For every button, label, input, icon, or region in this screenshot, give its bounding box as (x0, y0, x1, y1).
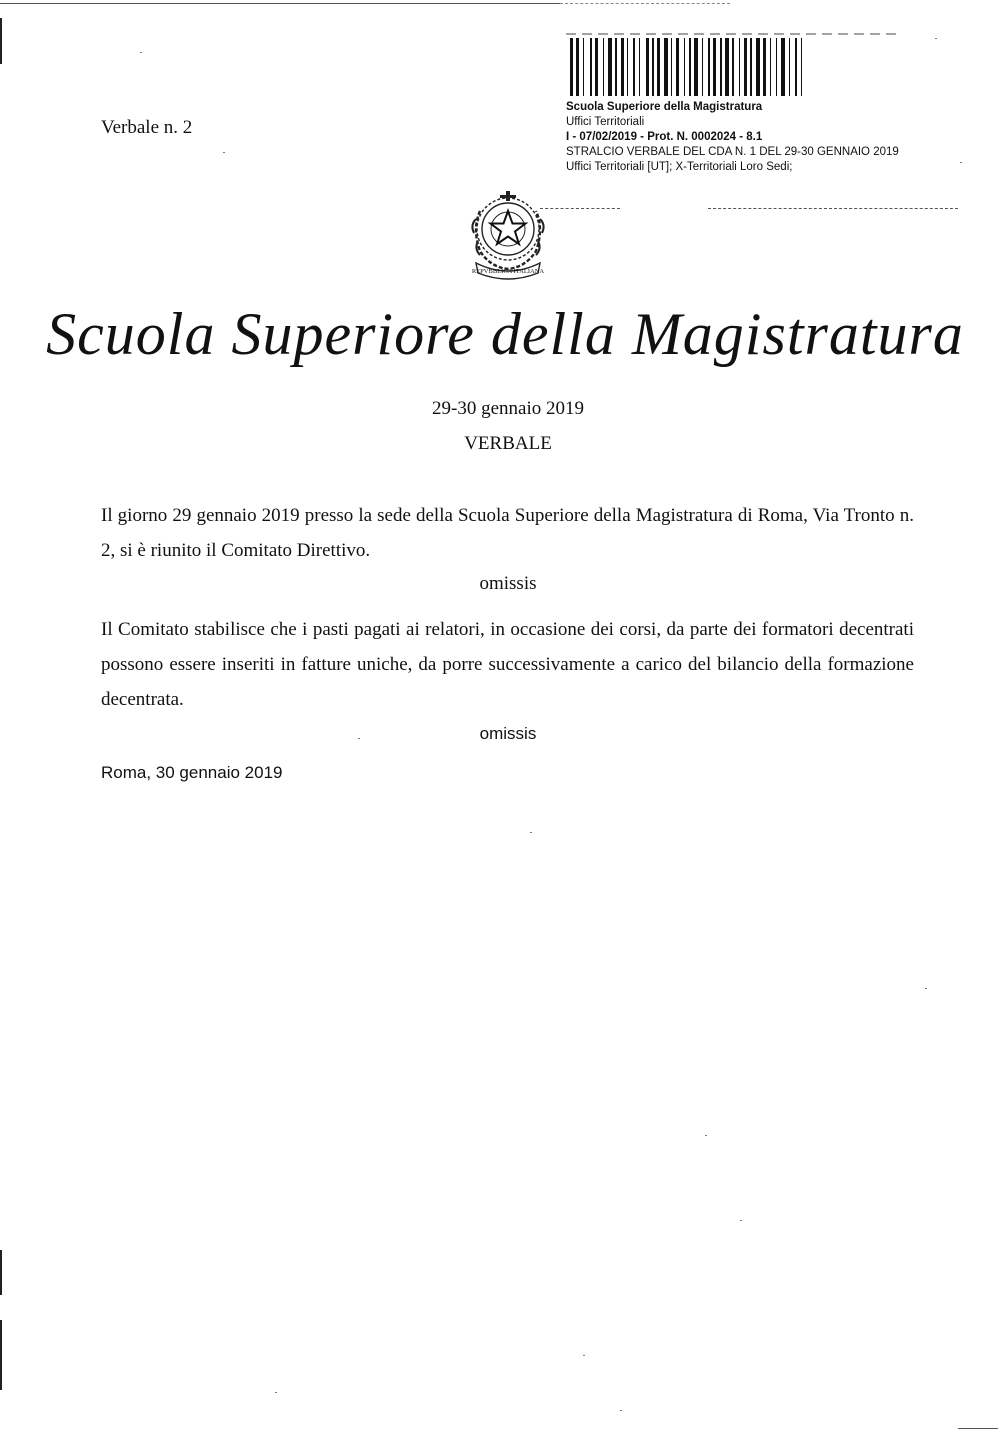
stamp-institution: Scuola Superiore della Magistratura (566, 101, 763, 113)
barcode-bar (756, 38, 760, 96)
barcode-bar (633, 38, 635, 96)
barcode-bar (739, 38, 740, 96)
barcode-bar (621, 38, 624, 96)
barcode-bar (795, 38, 797, 96)
barcode-bar (702, 38, 703, 96)
barcode-bar (720, 38, 722, 96)
scan-left-edge (0, 1250, 2, 1295)
barcode-bar (590, 38, 592, 96)
scan-speck (275, 1392, 277, 1393)
stamp-protocol-number: I - 07/02/2019 - Prot. N. 0002024 - 8.1 (566, 131, 763, 143)
barcode-bar (646, 38, 649, 96)
stamp-office: Uffici Territoriali (566, 116, 645, 128)
barcode-bar (615, 38, 617, 96)
barcode-bar (671, 38, 672, 96)
barcode-bar (684, 38, 685, 96)
place-date: Roma, 30 gennaio 2019 (101, 763, 283, 782)
meeting-date: 29-30 gennaio 2019 (432, 398, 584, 419)
italian-republic-emblem-icon (466, 189, 550, 281)
barcode-bar (750, 38, 752, 96)
scan-dash-line (540, 208, 620, 209)
barcode-bar (689, 38, 691, 96)
document-type: VERBALE (464, 433, 552, 454)
scan-speck (140, 52, 142, 53)
scan-edge-line (560, 3, 730, 4)
barcode-bar (713, 38, 716, 96)
stamp-subject: STRALCIO VERBALE DEL CDA N. 1 DEL 29-30 GENNAIO 2019 (566, 146, 899, 158)
barcode-bar (627, 38, 628, 96)
barcode-bar (639, 38, 640, 96)
scan-speck (583, 1355, 585, 1356)
barcode-bar (576, 38, 579, 96)
stamp-recipients: Uffici Territoriali [UT]; X-Territoriali Loro Sedi; (566, 161, 793, 173)
verbale-number: Verbale n. 2 (101, 117, 193, 138)
barcode-bar (725, 38, 729, 96)
barcode-bar (676, 38, 679, 96)
scan-speck (740, 1220, 742, 1221)
scan-speck (223, 152, 225, 153)
omissis-2: omissis (479, 724, 537, 743)
barcode-bar (801, 38, 802, 96)
omissis-1: omissis (479, 573, 537, 594)
barcode-bar (776, 38, 777, 96)
barcode-bar (570, 38, 573, 96)
paragraph-1: Il giorno 29 gennaio 2019 presso la sede della Scuola Superiore della Magistratura di Roma, Via Tronto n. 2, si è riunito il Comitato Direttivo. (101, 505, 914, 561)
paragraph-2: Il Comitato stabilisce che i pasti pagati ai relatori, in occasione dei corsi, da parte dei formatori decentrati possono essere inseriti in fatture uniche, da porre successivamente a carico del bilancio della formazione decentrata. (101, 619, 914, 710)
barcode (566, 32, 900, 96)
scan-dash-line (958, 1428, 998, 1429)
barcode-bar (595, 38, 598, 96)
scan-speck (925, 988, 927, 989)
barcode-bar (744, 38, 747, 96)
barcode-bar (583, 38, 584, 96)
scan-dash-line (708, 208, 958, 209)
barcode-bar (732, 38, 734, 96)
scan-edge-line (0, 3, 560, 4)
barcode-bar (657, 38, 660, 96)
scan-speck (935, 38, 937, 39)
scan-left-edge (0, 18, 2, 64)
barcode-bar (603, 38, 604, 96)
barcode-bar (781, 38, 785, 96)
barcode-bar (608, 38, 612, 96)
scan-speck (620, 1410, 622, 1411)
emblem-ribbon-text: REPVBBLICA ITALIANA (471, 268, 545, 275)
scan-left-edge (0, 1320, 2, 1390)
scan-speck (705, 1135, 707, 1136)
barcode-bar (694, 38, 698, 96)
page-title: Scuola Superiore della Magistratura (46, 301, 964, 367)
barcode-bar (652, 38, 654, 96)
scan-speck (960, 162, 962, 163)
barcode-bar (763, 38, 766, 96)
scan-speck (530, 832, 532, 833)
barcode-bar (708, 38, 710, 96)
barcode-bar (789, 38, 790, 96)
barcode-bar (664, 38, 668, 96)
barcode-bar (770, 38, 771, 96)
